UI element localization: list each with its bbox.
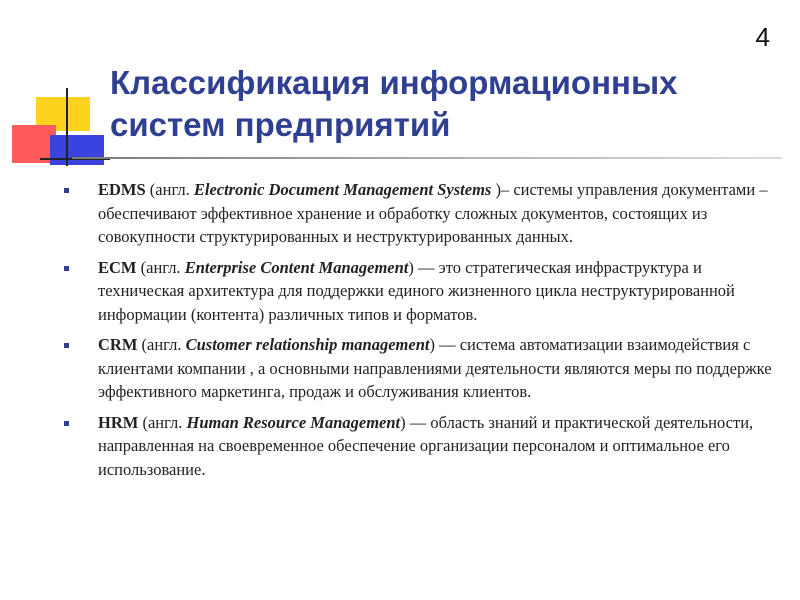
item-prefix: (англ.: [145, 180, 194, 199]
item-english: Customer relationship management: [185, 335, 430, 354]
item-prefix: (англ.: [137, 335, 186, 354]
list-item-ecm: [62, 256, 774, 327]
bullet-icon: [64, 421, 69, 426]
decor-blue-square: [50, 135, 104, 165]
item-description: ) — система автоматизации взаимодействия с клиентами компании , а основными направлениями деятельности являются меры по поддержке эффективного маркетинга, продаж и обслуживания клиентов.: [98, 335, 772, 401]
title-divider: [72, 157, 782, 159]
item-english: Human Resource Management: [186, 412, 401, 432]
item-term: EDMS: [98, 180, 146, 199]
item-term: ECM: [98, 257, 137, 277]
item-term: HRM: [98, 412, 139, 432]
item-description: )– системы управления документами – обеспечивают эффективное хранение и обработку сложных документов, состоящих из совокупности структурированных и неструктурированных данных.: [98, 180, 768, 246]
slide-title: [110, 62, 760, 146]
slide-number: 4: [755, 22, 770, 52]
item-description: ) — область знаний и практической деятельности, направленная на своевременное обеспечение организации персоналом и оптимальное его использование.: [98, 412, 754, 479]
bullet-icon: [64, 343, 69, 348]
item-prefix: (англ.: [136, 257, 185, 277]
content-list: [62, 178, 774, 488]
item-english: Electronic Document Management Systems: [193, 180, 492, 199]
item-description: ) — это стратегическая инфраструктура и техническая архитектура для поддержки единого жизненного цикла неструктурированной информации (контента) различных типов и форматов.: [98, 257, 735, 324]
item-english: Enterprise Content Management: [184, 257, 409, 277]
bullet-icon: [64, 188, 69, 193]
item-term: CRM: [98, 335, 138, 354]
slide-title-line2: систем предприятий: [110, 106, 451, 143]
decor-vertical-line: [66, 88, 68, 166]
list-item-crm: [62, 333, 774, 404]
slide-title-line1: Классификация информационных: [110, 64, 678, 101]
item-prefix: (англ.: [138, 412, 187, 432]
list-item-hrm: [62, 411, 774, 482]
bullet-icon: [64, 266, 69, 271]
list-item-edms: [62, 178, 774, 249]
